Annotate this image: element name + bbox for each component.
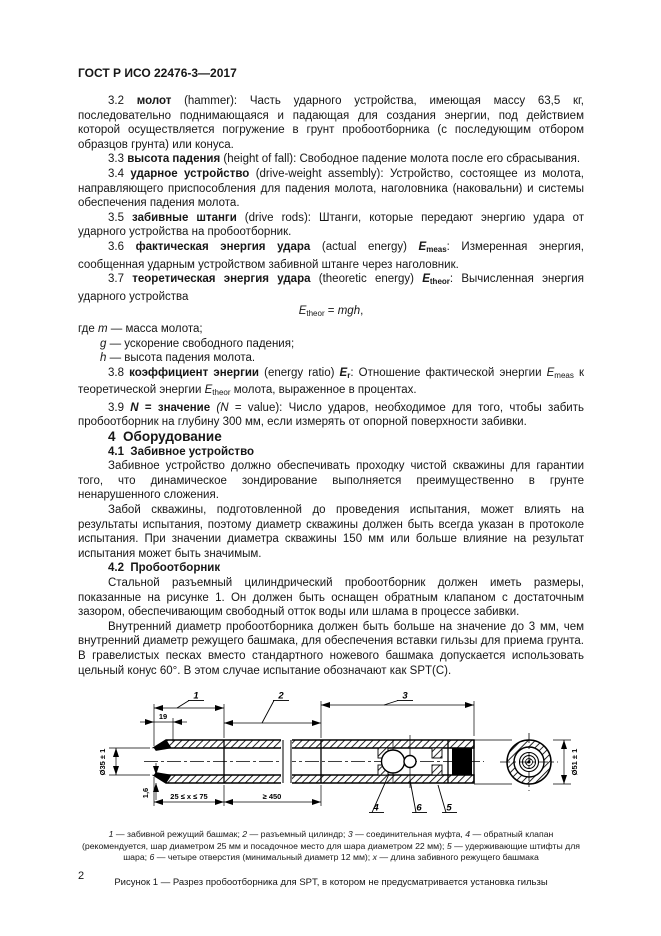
paragraph <box>78 94 584 152</box>
callout-5-label: 5 <box>446 802 452 814</box>
spt-sampler-drawing <box>76 690 596 822</box>
paragraph <box>78 366 584 401</box>
text-run: 3.7 <box>108 273 133 286</box>
paragraph <box>78 445 584 460</box>
text-run: Забой скважины, подготовленной до проведения испытания, может влиять на результаты испытания, поэтому диаметр скважины должен быть всегда указан в протоколе испытания. При значении диаметра скважины 150 мм или больше влияние на результат испытания может быть значимым. <box>78 504 584 560</box>
figure-text-line <box>78 877 584 888</box>
text-run: 1 <box>108 829 114 840</box>
text-run: theor <box>212 388 231 398</box>
document-header: ГОСТ Р ИСО 22476-3—2017 <box>78 66 237 80</box>
text-run: 2 <box>242 829 248 840</box>
text-run: (energy ratio) <box>259 366 340 379</box>
paragraph <box>78 304 584 322</box>
dim-outer-diameter-label: Ø51 ± 1 <box>570 748 579 776</box>
text-run: 3.2 <box>108 95 137 107</box>
text-run: N <box>130 401 139 414</box>
text-run: молота, выраженное в процентах. <box>230 384 417 397</box>
paragraph <box>78 401 584 430</box>
text-run: теоретическая энергия удара <box>132 273 311 286</box>
dim-barrel-length-label: ≥ 450 <box>262 792 282 802</box>
text-run: — забивной режущий башмак; <box>113 829 243 840</box>
lower-wall <box>154 775 474 783</box>
retaining-pin <box>432 748 442 758</box>
paragraph <box>78 503 584 561</box>
text-run: theor <box>306 309 325 319</box>
text-run: — высота падения молота. <box>106 352 256 365</box>
text-run: g <box>100 337 107 350</box>
text-run: E <box>546 366 555 379</box>
retaining-pin <box>432 765 442 775</box>
text-run: = значение <box>138 401 211 414</box>
text-run: — четыре отверстия (минимальный диаметр 12 мм); <box>154 852 373 863</box>
paragraph <box>78 240 584 272</box>
text-run: 4 Оборудование <box>108 429 222 445</box>
text-run: 4 <box>465 829 471 840</box>
text-run: Рисунок 1 — Разрез пробоотборника для SPT, в котором не предусматривается установка гильзы <box>114 876 548 888</box>
text-run: : Отношение фактической энергии <box>350 366 547 379</box>
text-run: (hammer): Часть ударного устройства, имеющая массу 63,5 кг, последовательно поднимающаяся и падающая для создания энергии, под действием которой осуществляется погружение в грунт пробоотборника (с последующим отбором образцов грунта) или конуса. <box>78 95 584 151</box>
figure-labels <box>98 691 579 814</box>
callout-3-label: 3 <box>402 690 408 702</box>
text-run: (theoretic energy) <box>310 273 423 286</box>
dim-shoe-length-label: 25 ≤ x ≤ 75 <box>170 792 208 802</box>
vent-hole <box>404 756 416 768</box>
callout-4-label: 4 <box>373 802 379 814</box>
check-valve-ball <box>382 750 405 773</box>
text-run: молот <box>136 95 172 107</box>
text-run: — ускорение свободного падения; <box>106 337 295 350</box>
text-run: к теоретической энергии <box>78 366 585 397</box>
page-number: 2 <box>78 870 85 882</box>
paragraph <box>78 211 584 240</box>
text-run: — длина забивного режущего башмака <box>376 852 539 863</box>
end-plug <box>452 748 472 775</box>
text-run: E <box>339 366 348 379</box>
text-run: = <box>324 305 338 318</box>
text-run: theor <box>429 277 450 287</box>
text-run: , <box>360 305 364 318</box>
paragraph <box>78 561 584 576</box>
paragraph <box>78 272 584 304</box>
figure-1 <box>76 690 583 827</box>
text-run: забивные штанги <box>132 211 237 224</box>
text-run: 3.6 <box>108 240 136 253</box>
callout-2-label: 2 <box>278 690 284 702</box>
text-run: E <box>204 384 213 397</box>
callout-6-label: 6 <box>416 802 422 814</box>
text-run: meas <box>426 244 447 254</box>
text-run: 3.9 <box>108 401 131 414</box>
paragraph <box>78 337 584 352</box>
text-run: meas <box>554 370 574 380</box>
callout-leaders <box>177 701 457 813</box>
text-run: 3.8 <box>108 366 130 379</box>
text-run: mgh <box>337 305 361 318</box>
paragraph <box>78 430 584 445</box>
upper-wall <box>154 740 474 748</box>
text-run: (drive rods): Штанги, которые передают энергию удара от ударного устройства на пробоотборник. <box>78 211 584 239</box>
text-run: (drive-weight assembly): Устройство, состоящее из молота, направляющего приспособления для падения молота, наголовника (наковальни) и системы обеспечения падения молота. <box>78 167 584 210</box>
text-run: где <box>78 322 98 335</box>
text-run: m <box>97 322 108 335</box>
text-run: — обратный клапан (рекомендуется, шар диаметром 25 мм и посадочное место для шара диаметром 22 мм); <box>82 829 554 851</box>
end-view <box>474 733 558 791</box>
dimensions <box>109 701 571 806</box>
text-run: Забивное устройство должно обеспечивать проходку чистой скважины для гарантии того, что динамическое зондирование выполняется преимущественно в грунте ненарушенного сложения. <box>78 460 584 502</box>
paragraph <box>78 620 584 678</box>
text-run: — разъемный цилиндр; <box>247 829 348 840</box>
text-run: r <box>347 370 351 380</box>
text-run: h <box>100 352 107 365</box>
text-run: фактическая энергия удара <box>135 240 311 253</box>
paragraph <box>78 351 584 366</box>
figure-legend-and-caption <box>78 829 584 888</box>
text-run: 3.5 <box>108 211 132 224</box>
text-run: ударное устройство <box>130 167 250 180</box>
text-run: 5 <box>446 840 452 851</box>
text-run: E <box>422 273 430 286</box>
text-run: E <box>418 240 427 253</box>
side-view <box>144 735 484 788</box>
dim-inner-diameter-label: Ø35 ± 1 <box>98 748 107 776</box>
text-run: Внутренний диаметр пробоотборника должен быть больше на значение до 3 мм, чем внутренний диаметр режущего башмака, для обеспечения вставки гильзы для приема грунта. В гравелистых песках вместо стандартного ножевого башмака допускается использовать цельный конус 60°. В этом случае испытание обозначают как SPT(C). <box>78 620 584 677</box>
text-run: — масса молота; <box>107 322 203 335</box>
paragraph <box>78 459 584 503</box>
text-run: (height of fall): Свободное падение молота после его сбрасывания. <box>220 153 581 166</box>
text-run: (N <box>210 401 229 414</box>
dim-taper-label: 19 <box>158 712 168 722</box>
text-run: 4.2 Пробоотборник <box>108 562 221 575</box>
text-run: — удерживающие штифты для шара; <box>123 840 580 863</box>
text-run: высота падения <box>127 153 221 166</box>
text-run: 4.1 Забивное устройство <box>108 445 255 458</box>
text-run: : Вычисленная энергия ударного устройства <box>78 273 584 303</box>
text-run: : Измеренная энергия, сообщенная ударным устройством забивной штанге через наголовник. <box>78 240 585 271</box>
text-run: x <box>372 852 377 863</box>
text-run: E <box>298 305 307 318</box>
paragraph <box>78 152 584 167</box>
dim-wall-thickness-label: 1,6 <box>141 787 150 799</box>
text-run: (actual energy) <box>310 240 419 253</box>
paragraph <box>78 576 584 620</box>
document-body <box>78 94 584 678</box>
text-run: 3.4 <box>108 167 131 180</box>
text-run: 3 <box>347 829 353 840</box>
text-run: — соединительная муфта, <box>352 829 466 840</box>
text-run: коэффициент энергии <box>129 366 260 379</box>
paragraph <box>78 167 584 211</box>
paragraph <box>78 322 584 337</box>
text-run: 6 <box>149 852 155 863</box>
callout-1-label: 1 <box>193 690 199 702</box>
figure-text-line <box>78 829 584 864</box>
text-run: = value): Число ударов, необходимое для того, чтобы забить пробоотборник на глубину 300 мм, если измерять от опорной поверхности забивки. <box>78 401 584 429</box>
text-run: 3.3 <box>108 153 128 166</box>
text-run: Стальной разъемный цилиндрический пробоотборник должен иметь размеры, показанные на рисунке 1. Он должен быть оснащен обратным клапаном с достаточным зазором, обеспечивающим свободный отток воды или шлама в процессе забивки. <box>78 577 584 619</box>
